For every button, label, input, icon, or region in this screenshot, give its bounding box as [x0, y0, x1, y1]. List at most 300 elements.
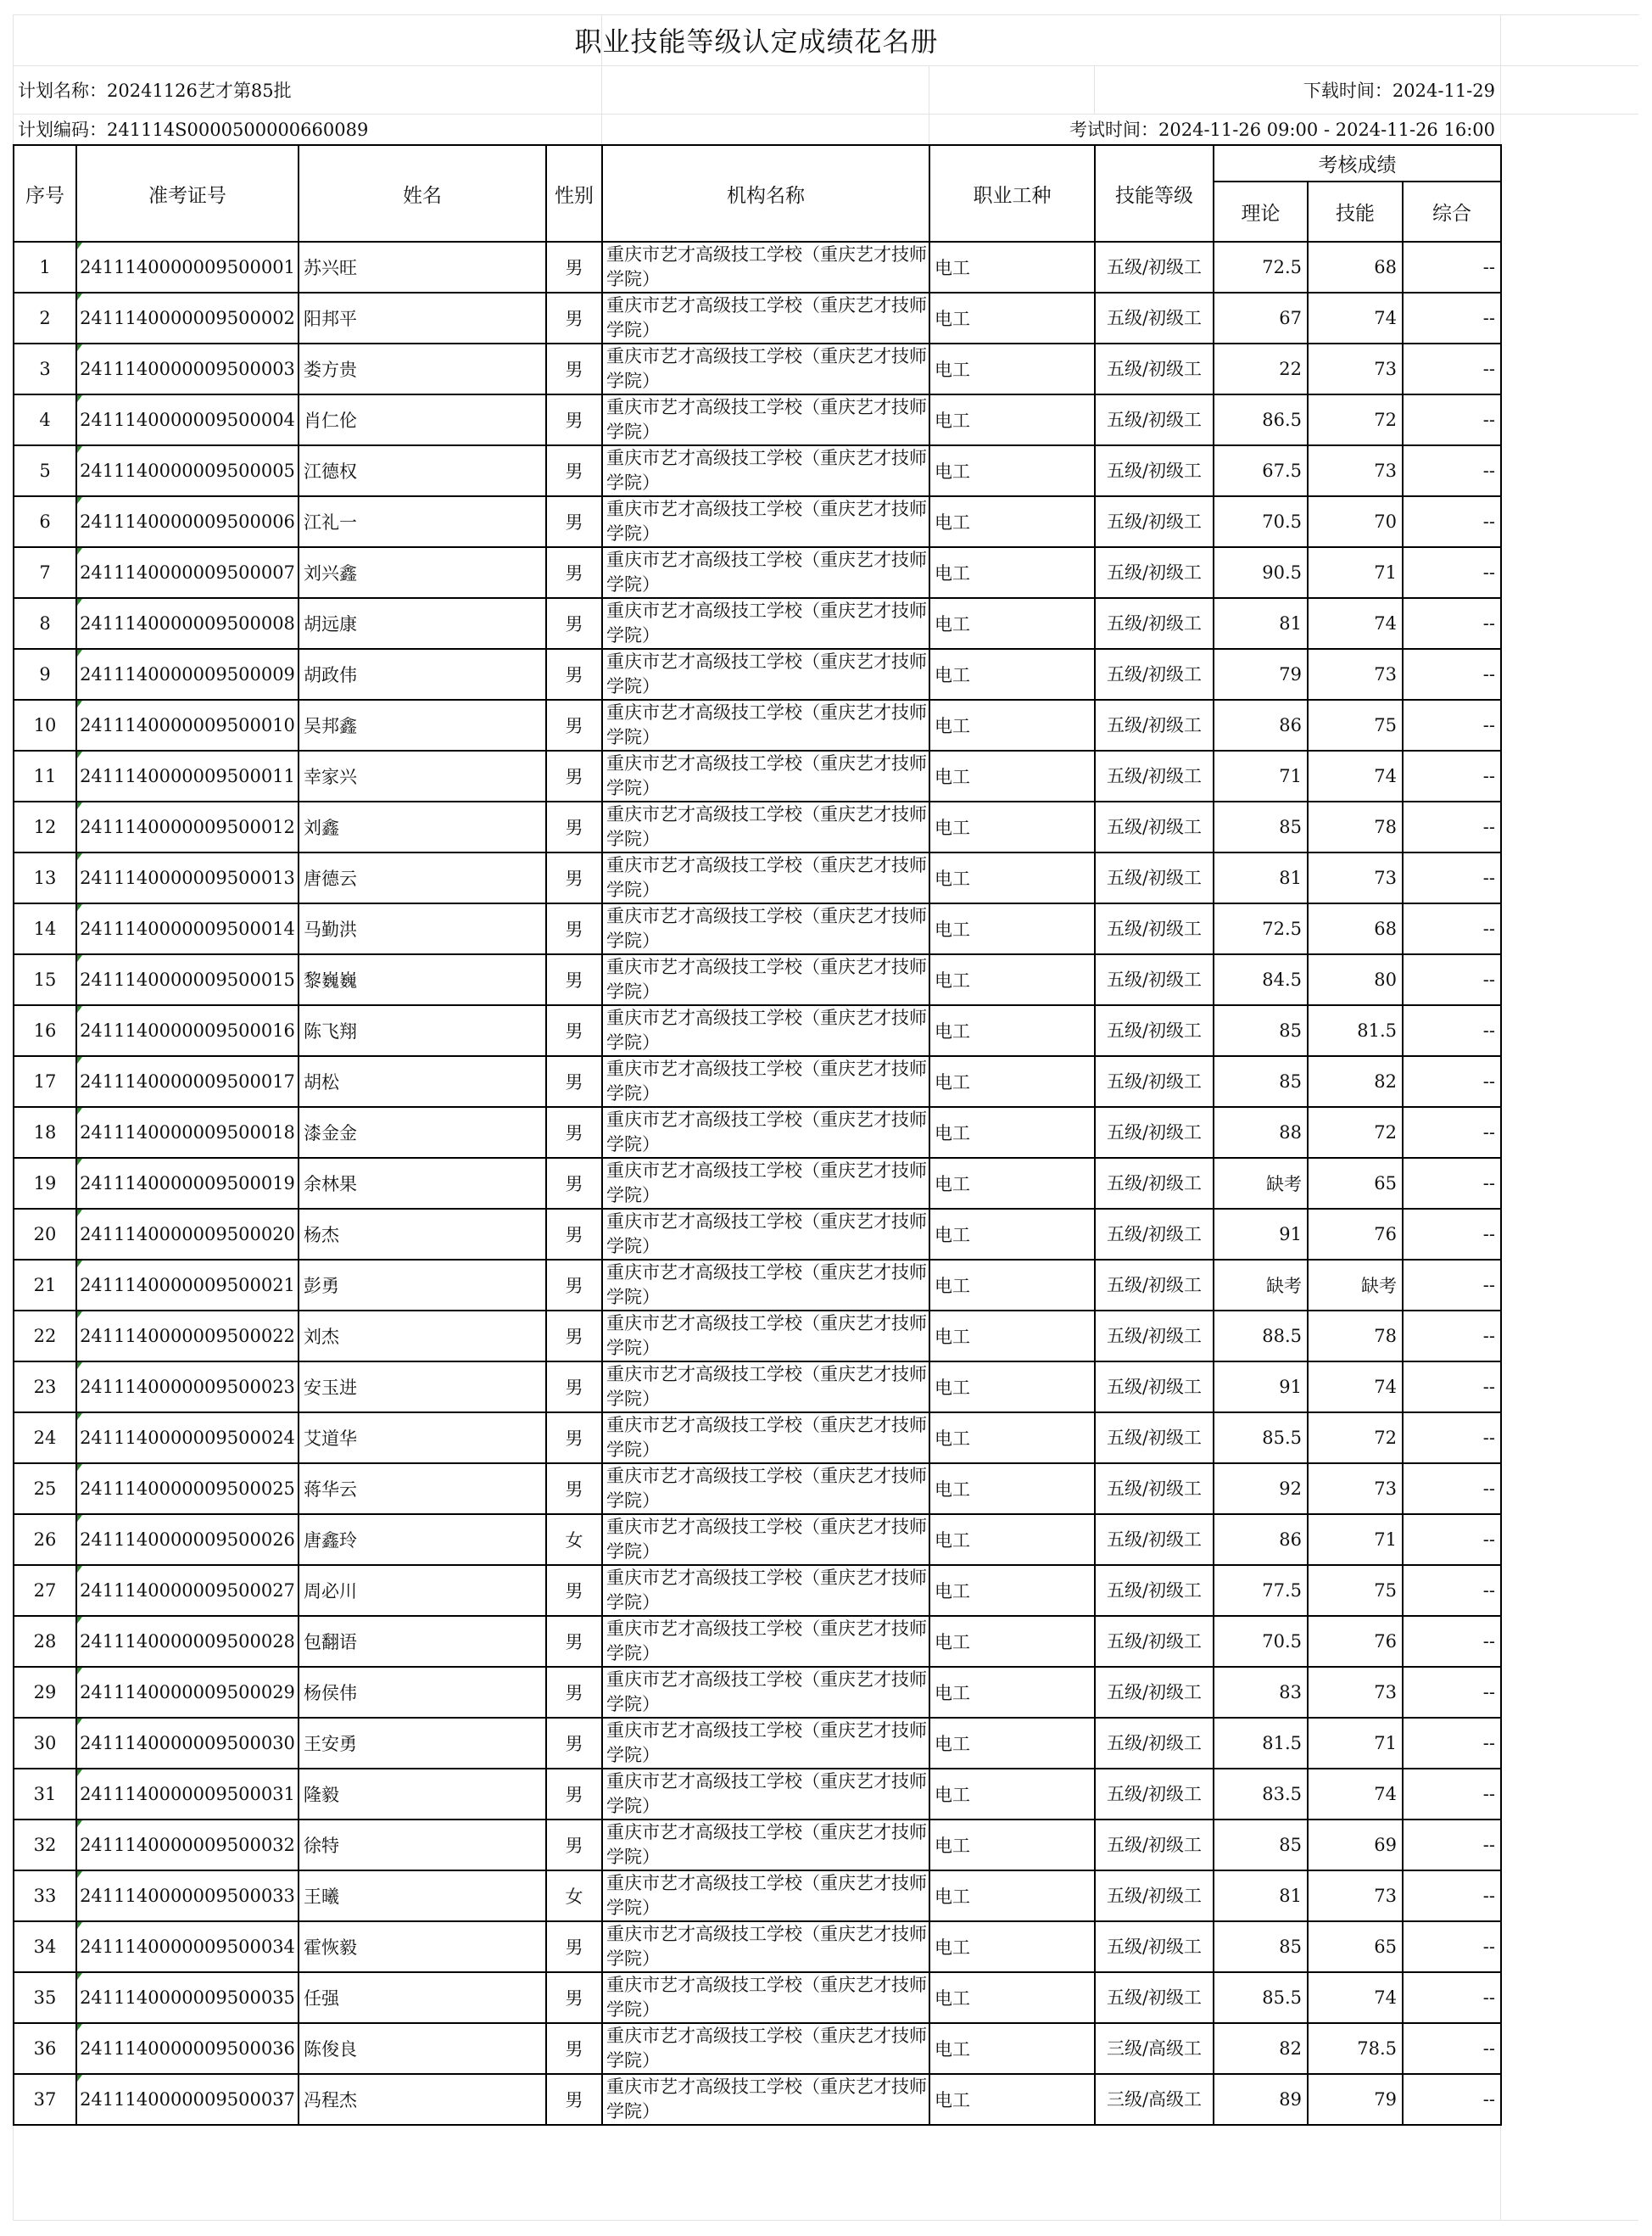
org-cell[interactable]: 重庆市艺才高级技工学校（重庆艺才技师学院）: [602, 344, 929, 394]
occupation-cell[interactable]: 电工: [929, 954, 1095, 1005]
name-cell[interactable]: 胡松: [299, 1056, 546, 1107]
seq-cell[interactable]: 13: [14, 852, 76, 903]
overall-score-cell[interactable]: --: [1403, 802, 1501, 852]
name-cell[interactable]: 刘兴鑫: [299, 547, 546, 598]
skill-score-cell[interactable]: 72: [1308, 1107, 1403, 1158]
overall-score-cell[interactable]: --: [1403, 1820, 1501, 1870]
seq-cell[interactable]: 32: [14, 1820, 76, 1870]
occupation-cell[interactable]: 电工: [929, 1209, 1095, 1260]
skill-score-cell[interactable]: 75: [1308, 700, 1403, 751]
org-cell[interactable]: 重庆市艺才高级技工学校（重庆艺才技师学院）: [602, 1412, 929, 1463]
ticket-cell[interactable]: [76, 242, 299, 293]
theory-score-cell[interactable]: 缺考: [1214, 1158, 1308, 1209]
seq-cell[interactable]: 10: [14, 700, 76, 751]
overall-score-cell[interactable]: --: [1403, 1616, 1501, 1667]
name-cell[interactable]: 杨侯伟: [299, 1667, 546, 1718]
level-cell[interactable]: 五级/初级工: [1095, 1718, 1214, 1769]
overall-score-cell[interactable]: --: [1403, 598, 1501, 649]
ticket-cell[interactable]: [76, 344, 299, 394]
org-cell[interactable]: 重庆市艺才高级技工学校（重庆艺才技师学院）: [602, 242, 929, 293]
skill-score-cell[interactable]: 73: [1308, 1463, 1403, 1514]
seq-cell[interactable]: 37: [14, 2074, 76, 2125]
occupation-cell[interactable]: 电工: [929, 802, 1095, 852]
theory-score-cell[interactable]: 85: [1214, 1056, 1308, 1107]
seq-cell[interactable]: 23: [14, 1361, 76, 1412]
skill-score-cell[interactable]: 70: [1308, 496, 1403, 547]
seq-cell[interactable]: 7: [14, 547, 76, 598]
gender-cell[interactable]: 男: [546, 1718, 602, 1769]
occupation-cell[interactable]: 电工: [929, 1769, 1095, 1820]
gender-cell[interactable]: 男: [546, 903, 602, 954]
overall-score-cell[interactable]: --: [1403, 1107, 1501, 1158]
theory-score-cell[interactable]: 83.5: [1214, 1769, 1308, 1820]
level-cell[interactable]: 五级/初级工: [1095, 1361, 1214, 1412]
name-cell[interactable]: 胡政伟: [299, 649, 546, 700]
theory-score-cell[interactable]: 82: [1214, 2023, 1308, 2074]
overall-score-cell[interactable]: --: [1403, 1972, 1501, 2023]
gender-cell[interactable]: 男: [546, 1056, 602, 1107]
skill-score-cell[interactable]: 78.5: [1308, 2023, 1403, 2074]
name-cell[interactable]: 安玉进: [299, 1361, 546, 1412]
org-cell[interactable]: 重庆市艺才高级技工学校（重庆艺才技师学院）: [602, 547, 929, 598]
level-cell[interactable]: 五级/初级工: [1095, 1260, 1214, 1311]
ticket-cell[interactable]: [76, 954, 299, 1005]
theory-score-cell[interactable]: 85.5: [1214, 1412, 1308, 1463]
org-cell[interactable]: 重庆市艺才高级技工学校（重庆艺才技师学院）: [602, 1361, 929, 1412]
skill-score-cell[interactable]: 74: [1308, 751, 1403, 802]
org-cell[interactable]: 重庆市艺才高级技工学校（重庆艺才技师学院）: [602, 1311, 929, 1361]
seq-cell[interactable]: 30: [14, 1718, 76, 1769]
occupation-cell[interactable]: 电工: [929, 1972, 1095, 2023]
ticket-cell[interactable]: [76, 2074, 299, 2125]
name-cell[interactable]: 徐特: [299, 1820, 546, 1870]
org-cell[interactable]: 重庆市艺才高级技工学校（重庆艺才技师学院）: [602, 1260, 929, 1311]
ticket-cell[interactable]: [76, 1005, 299, 1056]
name-cell[interactable]: 艾道华: [299, 1412, 546, 1463]
skill-score-cell[interactable]: 75: [1308, 1565, 1403, 1616]
level-cell[interactable]: 五级/初级工: [1095, 445, 1214, 496]
gender-cell[interactable]: 男: [546, 1972, 602, 2023]
overall-score-cell[interactable]: --: [1403, 1412, 1501, 1463]
overall-score-cell[interactable]: --: [1403, 1005, 1501, 1056]
skill-score-cell[interactable]: 74: [1308, 1769, 1403, 1820]
overall-score-cell[interactable]: --: [1403, 445, 1501, 496]
occupation-cell[interactable]: 电工: [929, 1565, 1095, 1616]
name-cell[interactable]: 刘鑫: [299, 802, 546, 852]
ticket-cell[interactable]: [76, 598, 299, 649]
overall-score-cell[interactable]: --: [1403, 1870, 1501, 1921]
occupation-cell[interactable]: 电工: [929, 1361, 1095, 1412]
ticket-cell[interactable]: [76, 2023, 299, 2074]
skill-score-cell[interactable]: 80: [1308, 954, 1403, 1005]
level-cell[interactable]: 五级/初级工: [1095, 547, 1214, 598]
org-cell[interactable]: 重庆市艺才高级技工学校（重庆艺才技师学院）: [602, 1005, 929, 1056]
name-cell[interactable]: 陈俊良: [299, 2023, 546, 2074]
level-cell[interactable]: 五级/初级工: [1095, 344, 1214, 394]
overall-score-cell[interactable]: --: [1403, 394, 1501, 445]
org-cell[interactable]: 重庆市艺才高级技工学校（重庆艺才技师学院）: [602, 1158, 929, 1209]
name-cell[interactable]: 霍恢毅: [299, 1921, 546, 1972]
ticket-cell[interactable]: [76, 1514, 299, 1565]
skill-score-cell[interactable]: 74: [1308, 1361, 1403, 1412]
occupation-cell[interactable]: 电工: [929, 1870, 1095, 1921]
org-cell[interactable]: 重庆市艺才高级技工学校（重庆艺才技师学院）: [602, 903, 929, 954]
theory-score-cell[interactable]: 22: [1214, 344, 1308, 394]
gender-cell[interactable]: 女: [546, 1514, 602, 1565]
seq-cell[interactable]: 8: [14, 598, 76, 649]
overall-score-cell[interactable]: --: [1403, 1769, 1501, 1820]
ticket-cell[interactable]: [76, 1616, 299, 1667]
skill-score-cell[interactable]: 71: [1308, 547, 1403, 598]
seq-cell[interactable]: 34: [14, 1921, 76, 1972]
ticket-cell[interactable]: [76, 1667, 299, 1718]
ticket-cell[interactable]: [76, 649, 299, 700]
gender-cell[interactable]: 男: [546, 1107, 602, 1158]
gender-cell[interactable]: 男: [546, 1921, 602, 1972]
occupation-cell[interactable]: 电工: [929, 1921, 1095, 1972]
level-cell[interactable]: 五级/初级工: [1095, 751, 1214, 802]
name-cell[interactable]: 吴邦鑫: [299, 700, 546, 751]
org-cell[interactable]: 重庆市艺才高级技工学校（重庆艺才技师学院）: [602, 1463, 929, 1514]
seq-cell[interactable]: 35: [14, 1972, 76, 2023]
overall-score-cell[interactable]: --: [1403, 1311, 1501, 1361]
org-cell[interactable]: 重庆市艺才高级技工学校（重庆艺才技师学院）: [602, 1209, 929, 1260]
seq-cell[interactable]: 4: [14, 394, 76, 445]
occupation-cell[interactable]: 电工: [929, 1820, 1095, 1870]
name-cell[interactable]: 任强: [299, 1972, 546, 2023]
occupation-cell[interactable]: 电工: [929, 751, 1095, 802]
overall-score-cell[interactable]: --: [1403, 2023, 1501, 2074]
level-cell[interactable]: 五级/初级工: [1095, 1056, 1214, 1107]
skill-score-cell[interactable]: 69: [1308, 1820, 1403, 1870]
org-cell[interactable]: 重庆市艺才高级技工学校（重庆艺才技师学院）: [602, 1107, 929, 1158]
skill-score-cell[interactable]: 72: [1308, 394, 1403, 445]
seq-cell[interactable]: 20: [14, 1209, 76, 1260]
seq-cell[interactable]: 17: [14, 1056, 76, 1107]
theory-score-cell[interactable]: 92: [1214, 1463, 1308, 1514]
occupation-cell[interactable]: 电工: [929, 1311, 1095, 1361]
occupation-cell[interactable]: 电工: [929, 344, 1095, 394]
org-cell[interactable]: 重庆市艺才高级技工学校（重庆艺才技师学院）: [602, 1565, 929, 1616]
level-cell[interactable]: 五级/初级工: [1095, 394, 1214, 445]
gender-cell[interactable]: 男: [546, 649, 602, 700]
level-cell[interactable]: 五级/初级工: [1095, 598, 1214, 649]
overall-score-cell[interactable]: --: [1403, 1158, 1501, 1209]
overall-score-cell[interactable]: --: [1403, 1718, 1501, 1769]
theory-score-cell[interactable]: 90.5: [1214, 547, 1308, 598]
seq-cell[interactable]: 3: [14, 344, 76, 394]
skill-score-cell[interactable]: 73: [1308, 1870, 1403, 1921]
level-cell[interactable]: 五级/初级工: [1095, 1769, 1214, 1820]
ticket-cell[interactable]: [76, 1311, 299, 1361]
overall-score-cell[interactable]: --: [1403, 903, 1501, 954]
skill-score-cell[interactable]: 65: [1308, 1158, 1403, 1209]
skill-score-cell[interactable]: 76: [1308, 1209, 1403, 1260]
occupation-cell[interactable]: 电工: [929, 1616, 1095, 1667]
seq-cell[interactable]: 21: [14, 1260, 76, 1311]
name-cell[interactable]: 胡远康: [299, 598, 546, 649]
theory-score-cell[interactable]: 85: [1214, 1921, 1308, 1972]
theory-score-cell[interactable]: 83: [1214, 1667, 1308, 1718]
gender-cell[interactable]: 男: [546, 1412, 602, 1463]
skill-score-cell[interactable]: 74: [1308, 1972, 1403, 2023]
level-cell[interactable]: 五级/初级工: [1095, 242, 1214, 293]
name-cell[interactable]: 陈飞翔: [299, 1005, 546, 1056]
seq-cell[interactable]: 9: [14, 649, 76, 700]
overall-score-cell[interactable]: --: [1403, 496, 1501, 547]
org-cell[interactable]: 重庆市艺才高级技工学校（重庆艺才技师学院）: [602, 496, 929, 547]
gender-cell[interactable]: 男: [546, 1820, 602, 1870]
occupation-cell[interactable]: 电工: [929, 1158, 1095, 1209]
org-cell[interactable]: 重庆市艺才高级技工学校（重庆艺才技师学院）: [602, 1921, 929, 1972]
level-cell[interactable]: 五级/初级工: [1095, 293, 1214, 344]
level-cell[interactable]: 五级/初级工: [1095, 1514, 1214, 1565]
org-cell[interactable]: 重庆市艺才高级技工学校（重庆艺才技师学院）: [602, 852, 929, 903]
seq-cell[interactable]: 11: [14, 751, 76, 802]
level-cell[interactable]: 五级/初级工: [1095, 852, 1214, 903]
occupation-cell[interactable]: 电工: [929, 1718, 1095, 1769]
seq-cell[interactable]: 12: [14, 802, 76, 852]
gender-cell[interactable]: 男: [546, 2023, 602, 2074]
overall-score-cell[interactable]: --: [1403, 1667, 1501, 1718]
org-cell[interactable]: 重庆市艺才高级技工学校（重庆艺才技师学院）: [602, 1769, 929, 1820]
org-cell[interactable]: 重庆市艺才高级技工学校（重庆艺才技师学院）: [602, 700, 929, 751]
org-cell[interactable]: 重庆市艺才高级技工学校（重庆艺才技师学院）: [602, 394, 929, 445]
org-cell[interactable]: 重庆市艺才高级技工学校（重庆艺才技师学院）: [602, 1870, 929, 1921]
seq-cell[interactable]: 24: [14, 1412, 76, 1463]
skill-score-cell[interactable]: 74: [1308, 293, 1403, 344]
name-cell[interactable]: 包翻语: [299, 1616, 546, 1667]
name-cell[interactable]: 刘杰: [299, 1311, 546, 1361]
gender-cell[interactable]: 男: [546, 394, 602, 445]
ticket-cell[interactable]: [76, 293, 299, 344]
theory-score-cell[interactable]: 81: [1214, 598, 1308, 649]
gender-cell[interactable]: 男: [546, 700, 602, 751]
skill-score-cell[interactable]: 73: [1308, 344, 1403, 394]
occupation-cell[interactable]: 电工: [929, 2023, 1095, 2074]
theory-score-cell[interactable]: 85: [1214, 1005, 1308, 1056]
name-cell[interactable]: 幸家兴: [299, 751, 546, 802]
seq-cell[interactable]: 22: [14, 1311, 76, 1361]
occupation-cell[interactable]: 电工: [929, 649, 1095, 700]
occupation-cell[interactable]: 电工: [929, 394, 1095, 445]
gender-cell[interactable]: 男: [546, 1209, 602, 1260]
level-cell[interactable]: 五级/初级工: [1095, 903, 1214, 954]
level-cell[interactable]: 五级/初级工: [1095, 1463, 1214, 1514]
org-cell[interactable]: 重庆市艺才高级技工学校（重庆艺才技师学院）: [602, 649, 929, 700]
gender-cell[interactable]: 男: [546, 1667, 602, 1718]
theory-score-cell[interactable]: 67: [1214, 293, 1308, 344]
seq-cell[interactable]: 15: [14, 954, 76, 1005]
occupation-cell[interactable]: 电工: [929, 1005, 1095, 1056]
skill-score-cell[interactable]: 73: [1308, 649, 1403, 700]
ticket-cell[interactable]: [76, 700, 299, 751]
ticket-cell[interactable]: [76, 1412, 299, 1463]
ticket-cell[interactable]: [76, 1820, 299, 1870]
name-cell[interactable]: 马勤洪: [299, 903, 546, 954]
seq-cell[interactable]: 26: [14, 1514, 76, 1565]
name-cell[interactable]: 王安勇: [299, 1718, 546, 1769]
theory-score-cell[interactable]: 77.5: [1214, 1565, 1308, 1616]
occupation-cell[interactable]: 电工: [929, 700, 1095, 751]
theory-score-cell[interactable]: 85: [1214, 802, 1308, 852]
name-cell[interactable]: 隆毅: [299, 1769, 546, 1820]
name-cell[interactable]: 王曦: [299, 1870, 546, 1921]
skill-score-cell[interactable]: 71: [1308, 1514, 1403, 1565]
theory-score-cell[interactable]: 67.5: [1214, 445, 1308, 496]
skill-score-cell[interactable]: 74: [1308, 598, 1403, 649]
theory-score-cell[interactable]: 85: [1214, 1820, 1308, 1870]
occupation-cell[interactable]: 电工: [929, 496, 1095, 547]
theory-score-cell[interactable]: 72.5: [1214, 242, 1308, 293]
ticket-cell[interactable]: [76, 852, 299, 903]
org-cell[interactable]: 重庆市艺才高级技工学校（重庆艺才技师学院）: [602, 598, 929, 649]
org-cell[interactable]: 重庆市艺才高级技工学校（重庆艺才技师学院）: [602, 1056, 929, 1107]
occupation-cell[interactable]: 电工: [929, 547, 1095, 598]
level-cell[interactable]: 五级/初级工: [1095, 1820, 1214, 1870]
gender-cell[interactable]: 男: [546, 1616, 602, 1667]
overall-score-cell[interactable]: --: [1403, 649, 1501, 700]
overall-score-cell[interactable]: --: [1403, 954, 1501, 1005]
occupation-cell[interactable]: 电工: [929, 445, 1095, 496]
gender-cell[interactable]: 男: [546, 598, 602, 649]
skill-score-cell[interactable]: 68: [1308, 242, 1403, 293]
overall-score-cell[interactable]: --: [1403, 700, 1501, 751]
org-cell[interactable]: 重庆市艺才高级技工学校（重庆艺才技师学院）: [602, 802, 929, 852]
overall-score-cell[interactable]: --: [1403, 1921, 1501, 1972]
level-cell[interactable]: 三级/高级工: [1095, 2023, 1214, 2074]
seq-cell[interactable]: 25: [14, 1463, 76, 1514]
skill-score-cell[interactable]: 79: [1308, 2074, 1403, 2125]
skill-score-cell[interactable]: 78: [1308, 1311, 1403, 1361]
occupation-cell[interactable]: 电工: [929, 852, 1095, 903]
level-cell[interactable]: 三级/高级工: [1095, 2074, 1214, 2125]
ticket-cell[interactable]: [76, 903, 299, 954]
theory-score-cell[interactable]: 85.5: [1214, 1972, 1308, 2023]
gender-cell[interactable]: 男: [546, 344, 602, 394]
org-cell[interactable]: 重庆市艺才高级技工学校（重庆艺才技师学院）: [602, 1820, 929, 1870]
name-cell[interactable]: 阳邦平: [299, 293, 546, 344]
org-cell[interactable]: 重庆市艺才高级技工学校（重庆艺才技师学院）: [602, 2074, 929, 2125]
level-cell[interactable]: 五级/初级工: [1095, 954, 1214, 1005]
gender-cell[interactable]: 男: [546, 293, 602, 344]
gender-cell[interactable]: 男: [546, 1361, 602, 1412]
occupation-cell[interactable]: 电工: [929, 1107, 1095, 1158]
occupation-cell[interactable]: 电工: [929, 242, 1095, 293]
ticket-cell[interactable]: [76, 1260, 299, 1311]
skill-score-cell[interactable]: 72: [1308, 1412, 1403, 1463]
skill-score-cell[interactable]: 73: [1308, 1667, 1403, 1718]
seq-cell[interactable]: 6: [14, 496, 76, 547]
overall-score-cell[interactable]: --: [1403, 2074, 1501, 2125]
occupation-cell[interactable]: 电工: [929, 903, 1095, 954]
gender-cell[interactable]: 男: [546, 496, 602, 547]
skill-score-cell[interactable]: 缺考: [1308, 1260, 1403, 1311]
gender-cell[interactable]: 男: [546, 1565, 602, 1616]
org-cell[interactable]: 重庆市艺才高级技工学校（重庆艺才技师学院）: [602, 445, 929, 496]
occupation-cell[interactable]: 电工: [929, 1667, 1095, 1718]
overall-score-cell[interactable]: --: [1403, 242, 1501, 293]
level-cell[interactable]: 五级/初级工: [1095, 1616, 1214, 1667]
seq-cell[interactable]: 2: [14, 293, 76, 344]
gender-cell[interactable]: 男: [546, 1463, 602, 1514]
level-cell[interactable]: 五级/初级工: [1095, 1565, 1214, 1616]
ticket-cell[interactable]: [76, 1921, 299, 1972]
seq-cell[interactable]: 33: [14, 1870, 76, 1921]
overall-score-cell[interactable]: --: [1403, 293, 1501, 344]
gender-cell[interactable]: 女: [546, 1870, 602, 1921]
overall-score-cell[interactable]: --: [1403, 344, 1501, 394]
seq-cell[interactable]: 36: [14, 2023, 76, 2074]
org-cell[interactable]: 重庆市艺才高级技工学校（重庆艺才技师学院）: [602, 1972, 929, 2023]
theory-score-cell[interactable]: 91: [1214, 1361, 1308, 1412]
name-cell[interactable]: 唐鑫玲: [299, 1514, 546, 1565]
overall-score-cell[interactable]: --: [1403, 1361, 1501, 1412]
theory-score-cell[interactable]: 86.5: [1214, 394, 1308, 445]
occupation-cell[interactable]: 电工: [929, 2074, 1095, 2125]
skill-score-cell[interactable]: 73: [1308, 445, 1403, 496]
overall-score-cell[interactable]: --: [1403, 852, 1501, 903]
org-cell[interactable]: 重庆市艺才高级技工学校（重庆艺才技师学院）: [602, 1514, 929, 1565]
ticket-cell[interactable]: [76, 1463, 299, 1514]
theory-score-cell[interactable]: 70.5: [1214, 496, 1308, 547]
name-cell[interactable]: 蒋华云: [299, 1463, 546, 1514]
level-cell[interactable]: 五级/初级工: [1095, 1209, 1214, 1260]
level-cell[interactable]: 五级/初级工: [1095, 1667, 1214, 1718]
name-cell[interactable]: 黎巍巍: [299, 954, 546, 1005]
occupation-cell[interactable]: 电工: [929, 598, 1095, 649]
occupation-cell[interactable]: 电工: [929, 1463, 1095, 1514]
level-cell[interactable]: 五级/初级工: [1095, 700, 1214, 751]
seq-cell[interactable]: 29: [14, 1667, 76, 1718]
org-cell[interactable]: 重庆市艺才高级技工学校（重庆艺才技师学院）: [602, 954, 929, 1005]
occupation-cell[interactable]: 电工: [929, 1514, 1095, 1565]
skill-score-cell[interactable]: 76: [1308, 1616, 1403, 1667]
level-cell[interactable]: 五级/初级工: [1095, 1412, 1214, 1463]
ticket-cell[interactable]: [76, 394, 299, 445]
org-cell[interactable]: 重庆市艺才高级技工学校（重庆艺才技师学院）: [602, 1667, 929, 1718]
name-cell[interactable]: 肖仁伦: [299, 394, 546, 445]
gender-cell[interactable]: 男: [546, 445, 602, 496]
overall-score-cell[interactable]: --: [1403, 1056, 1501, 1107]
theory-score-cell[interactable]: 86: [1214, 700, 1308, 751]
name-cell[interactable]: 彭勇: [299, 1260, 546, 1311]
ticket-cell[interactable]: [76, 1107, 299, 1158]
overall-score-cell[interactable]: --: [1403, 751, 1501, 802]
ticket-cell[interactable]: [76, 751, 299, 802]
theory-score-cell[interactable]: 91: [1214, 1209, 1308, 1260]
seq-cell[interactable]: 27: [14, 1565, 76, 1616]
org-cell[interactable]: 重庆市艺才高级技工学校（重庆艺才技师学院）: [602, 1616, 929, 1667]
name-cell[interactable]: 唐德云: [299, 852, 546, 903]
theory-score-cell[interactable]: 79: [1214, 649, 1308, 700]
overall-score-cell[interactable]: --: [1403, 1514, 1501, 1565]
occupation-cell[interactable]: 电工: [929, 1056, 1095, 1107]
name-cell[interactable]: 冯程杰: [299, 2074, 546, 2125]
gender-cell[interactable]: 男: [546, 802, 602, 852]
ticket-cell[interactable]: [76, 1870, 299, 1921]
ticket-cell[interactable]: [76, 1972, 299, 2023]
name-cell[interactable]: 苏兴旺: [299, 242, 546, 293]
seq-cell[interactable]: 5: [14, 445, 76, 496]
ticket-cell[interactable]: [76, 1565, 299, 1616]
org-cell[interactable]: 重庆市艺才高级技工学校（重庆艺才技师学院）: [602, 751, 929, 802]
seq-cell[interactable]: 1: [14, 242, 76, 293]
seq-cell[interactable]: 28: [14, 1616, 76, 1667]
theory-score-cell[interactable]: 72.5: [1214, 903, 1308, 954]
ticket-cell[interactable]: [76, 1718, 299, 1769]
occupation-cell[interactable]: 电工: [929, 293, 1095, 344]
